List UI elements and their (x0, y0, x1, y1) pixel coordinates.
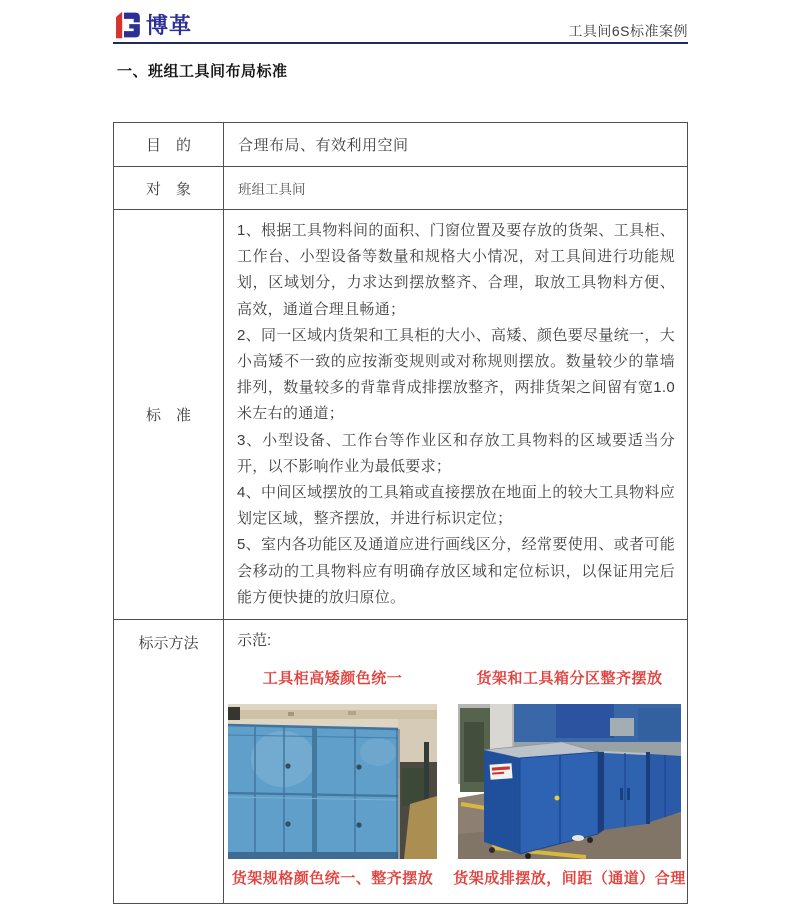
row-label-target: 对 象 (114, 167, 224, 209)
tool-cabinets-illustration (228, 704, 437, 859)
standard-items (224, 210, 687, 619)
method-content (224, 620, 687, 903)
row-label-purpose: 目 的 (114, 123, 224, 166)
standard-item-2: 2、同一区域内货架和工具柜的大小、高矮、颜色要尽量统一，大小高矮不一致的应按渐变规则或对称规则摆放。数量较少的靠墙排列，数量较多的背靠背成排摆放整齐，两排货架之间留有宽1.0米左右的通道； (237, 326, 675, 423)
header-divider (113, 42, 688, 44)
row-label-method: 标示方法 (114, 620, 224, 903)
table-row-standard (114, 209, 687, 619)
section-heading: 一、班组工具间布局标准 (117, 63, 288, 80)
standard-item-3: 3、小型设备、工作台等作业区和存放工具物料的区域要适当分开，以不影响作业为最低要求； (237, 431, 675, 475)
right-caption-bottom: 货架成排摆放，间距（通道）合理 (453, 870, 686, 887)
standard-item-1: 1、根据工具物料间的面积、门窗位置及要存放的货架、工具柜、工作台、小型设备等数量和规格大小情况，对工具间进行功能规划，区域划分，力求达到摆放整齐、合理，取放工具物料方便、高效，通道合理且畅通； (237, 222, 675, 318)
demo-photo-cabinet-row (458, 704, 681, 859)
standard-item-5: 5、室内各功能区及通道应进行画线区分，经常要使用、或者可能会移动的工具物料应有明确存放区域和定位标识，以保证用完后能方便快捷的放归原位。 (237, 536, 675, 606)
standard-table (113, 122, 688, 904)
purpose-value: 合理布局、有效利用空间 (238, 137, 409, 154)
left-caption-top: 工具柜高矮颜色统一 (262, 670, 403, 687)
left-caption-bottom: 货架规格颜色统一、整齐摆放 (231, 870, 434, 887)
target-value: 班组工具间 (238, 182, 306, 197)
demo-photo-tool-cabinets (228, 704, 437, 859)
cabinet-row-illustration (458, 704, 681, 859)
table-row-purpose (114, 123, 687, 166)
brand-logo-icon (114, 10, 141, 40)
document-title: 工具间6S标准案例 (568, 23, 688, 39)
standard-item-4: 4、中间区域摆放的工具箱或直接摆放在地面上的较大工具物料应划定区域，整齐摆放，并进行标识定位； (237, 484, 675, 528)
row-label-standard: 标 准 (114, 210, 224, 619)
brand-logo-text: 博革 (146, 13, 193, 38)
demo-label: 示范: (237, 632, 272, 649)
brand-logo (114, 9, 192, 40)
table-row-target (114, 166, 687, 209)
right-caption-top: 货架和工具箱分区整齐摆放 (476, 670, 663, 687)
table-row-method (114, 619, 687, 903)
